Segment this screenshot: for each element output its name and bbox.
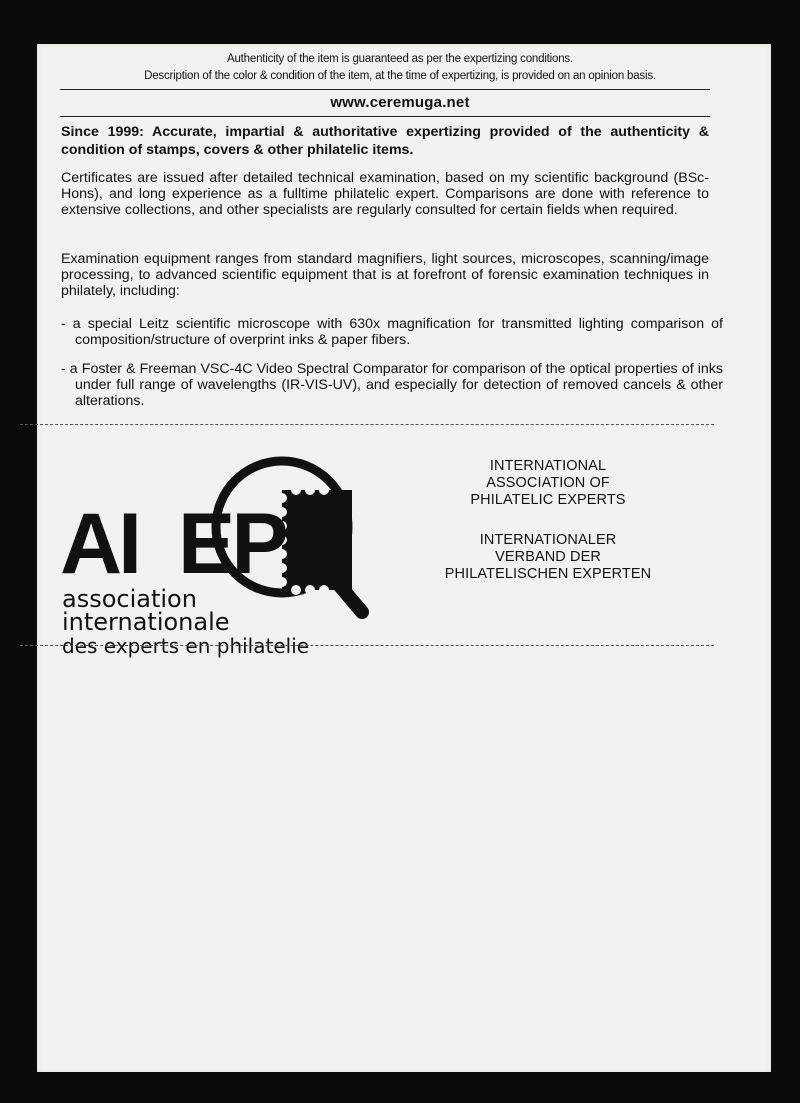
authenticity-note: Authenticity of the item is guaranteed as per the expertizing conditions.: [227, 53, 573, 65]
dashed-divider-top: [20, 424, 714, 425]
description-note: Description of the color & condition of the item, at the time of expertizing, is provided on an opinion basis.: [144, 70, 656, 82]
aiep-logo: [60, 432, 370, 658]
logo-line-association: association: [62, 585, 197, 613]
association-name-german: [408, 532, 688, 583]
association-en-line: INTERNATIONAL: [489, 458, 607, 474]
dashed-divider-bottom: [20, 645, 714, 646]
stamp-icon: [277, 485, 352, 595]
equipment-paragraph: Examination equipment ranges from standard magnifiers, light sources, microscopes, scanning/image processing, to advanced scientific equipment that is at forefront of forensic examination techniques in philately, including:: [61, 251, 709, 299]
logo-acronym-ai: AI: [60, 496, 138, 592]
header-rule-bottom: [60, 116, 710, 117]
header-rule-top: [60, 89, 710, 90]
association-en-line: ASSOCIATION OF: [486, 475, 610, 491]
association-de-line: PHILATELISCHEN EXPERTEN: [444, 566, 652, 582]
association-de-line: INTERNATIONALER: [479, 532, 617, 548]
logo-line-internationale: internationale: [62, 608, 230, 636]
association-en-line: PHILATELIC EXPERTS: [470, 492, 626, 508]
bullet-leitz-microscope: - a special Leitz scientific microscope with 630x magnification for transmitted lighting comparison of composition/structure of overprint inks & paper fibers.: [61, 316, 723, 348]
association-de-line: VERBAND DER: [495, 549, 601, 565]
bullet-vsc-comparator: - a Foster & Freeman VSC-4C Video Spectral Comparator for comparison of the optical properties of inks under full range of wavelengths (IR-VIS-UV), and especially for detection of removed cancels & other alterations.: [61, 361, 723, 409]
logo-acronym-ep: EP: [178, 496, 285, 592]
tagline: Since 1999: Accurate, impartial & authoritative expertizing provided of the authenticity & condition of stamps, covers & other philatelic items.: [61, 124, 709, 158]
association-name-english: [408, 458, 688, 509]
website-link[interactable]: www.ceremuga.net: [330, 94, 470, 111]
logo-line-experts: des experts en philatelie: [62, 634, 310, 658]
certificates-paragraph: Certificates are issued after detailed technical examination, based on my scientific background (BSc-Hons), and long experience as a fulltime philatelic expert. Comparisons are done with reference to extensive collections, and other specialists are regularly consulted for certain fields when required.: [61, 170, 709, 218]
